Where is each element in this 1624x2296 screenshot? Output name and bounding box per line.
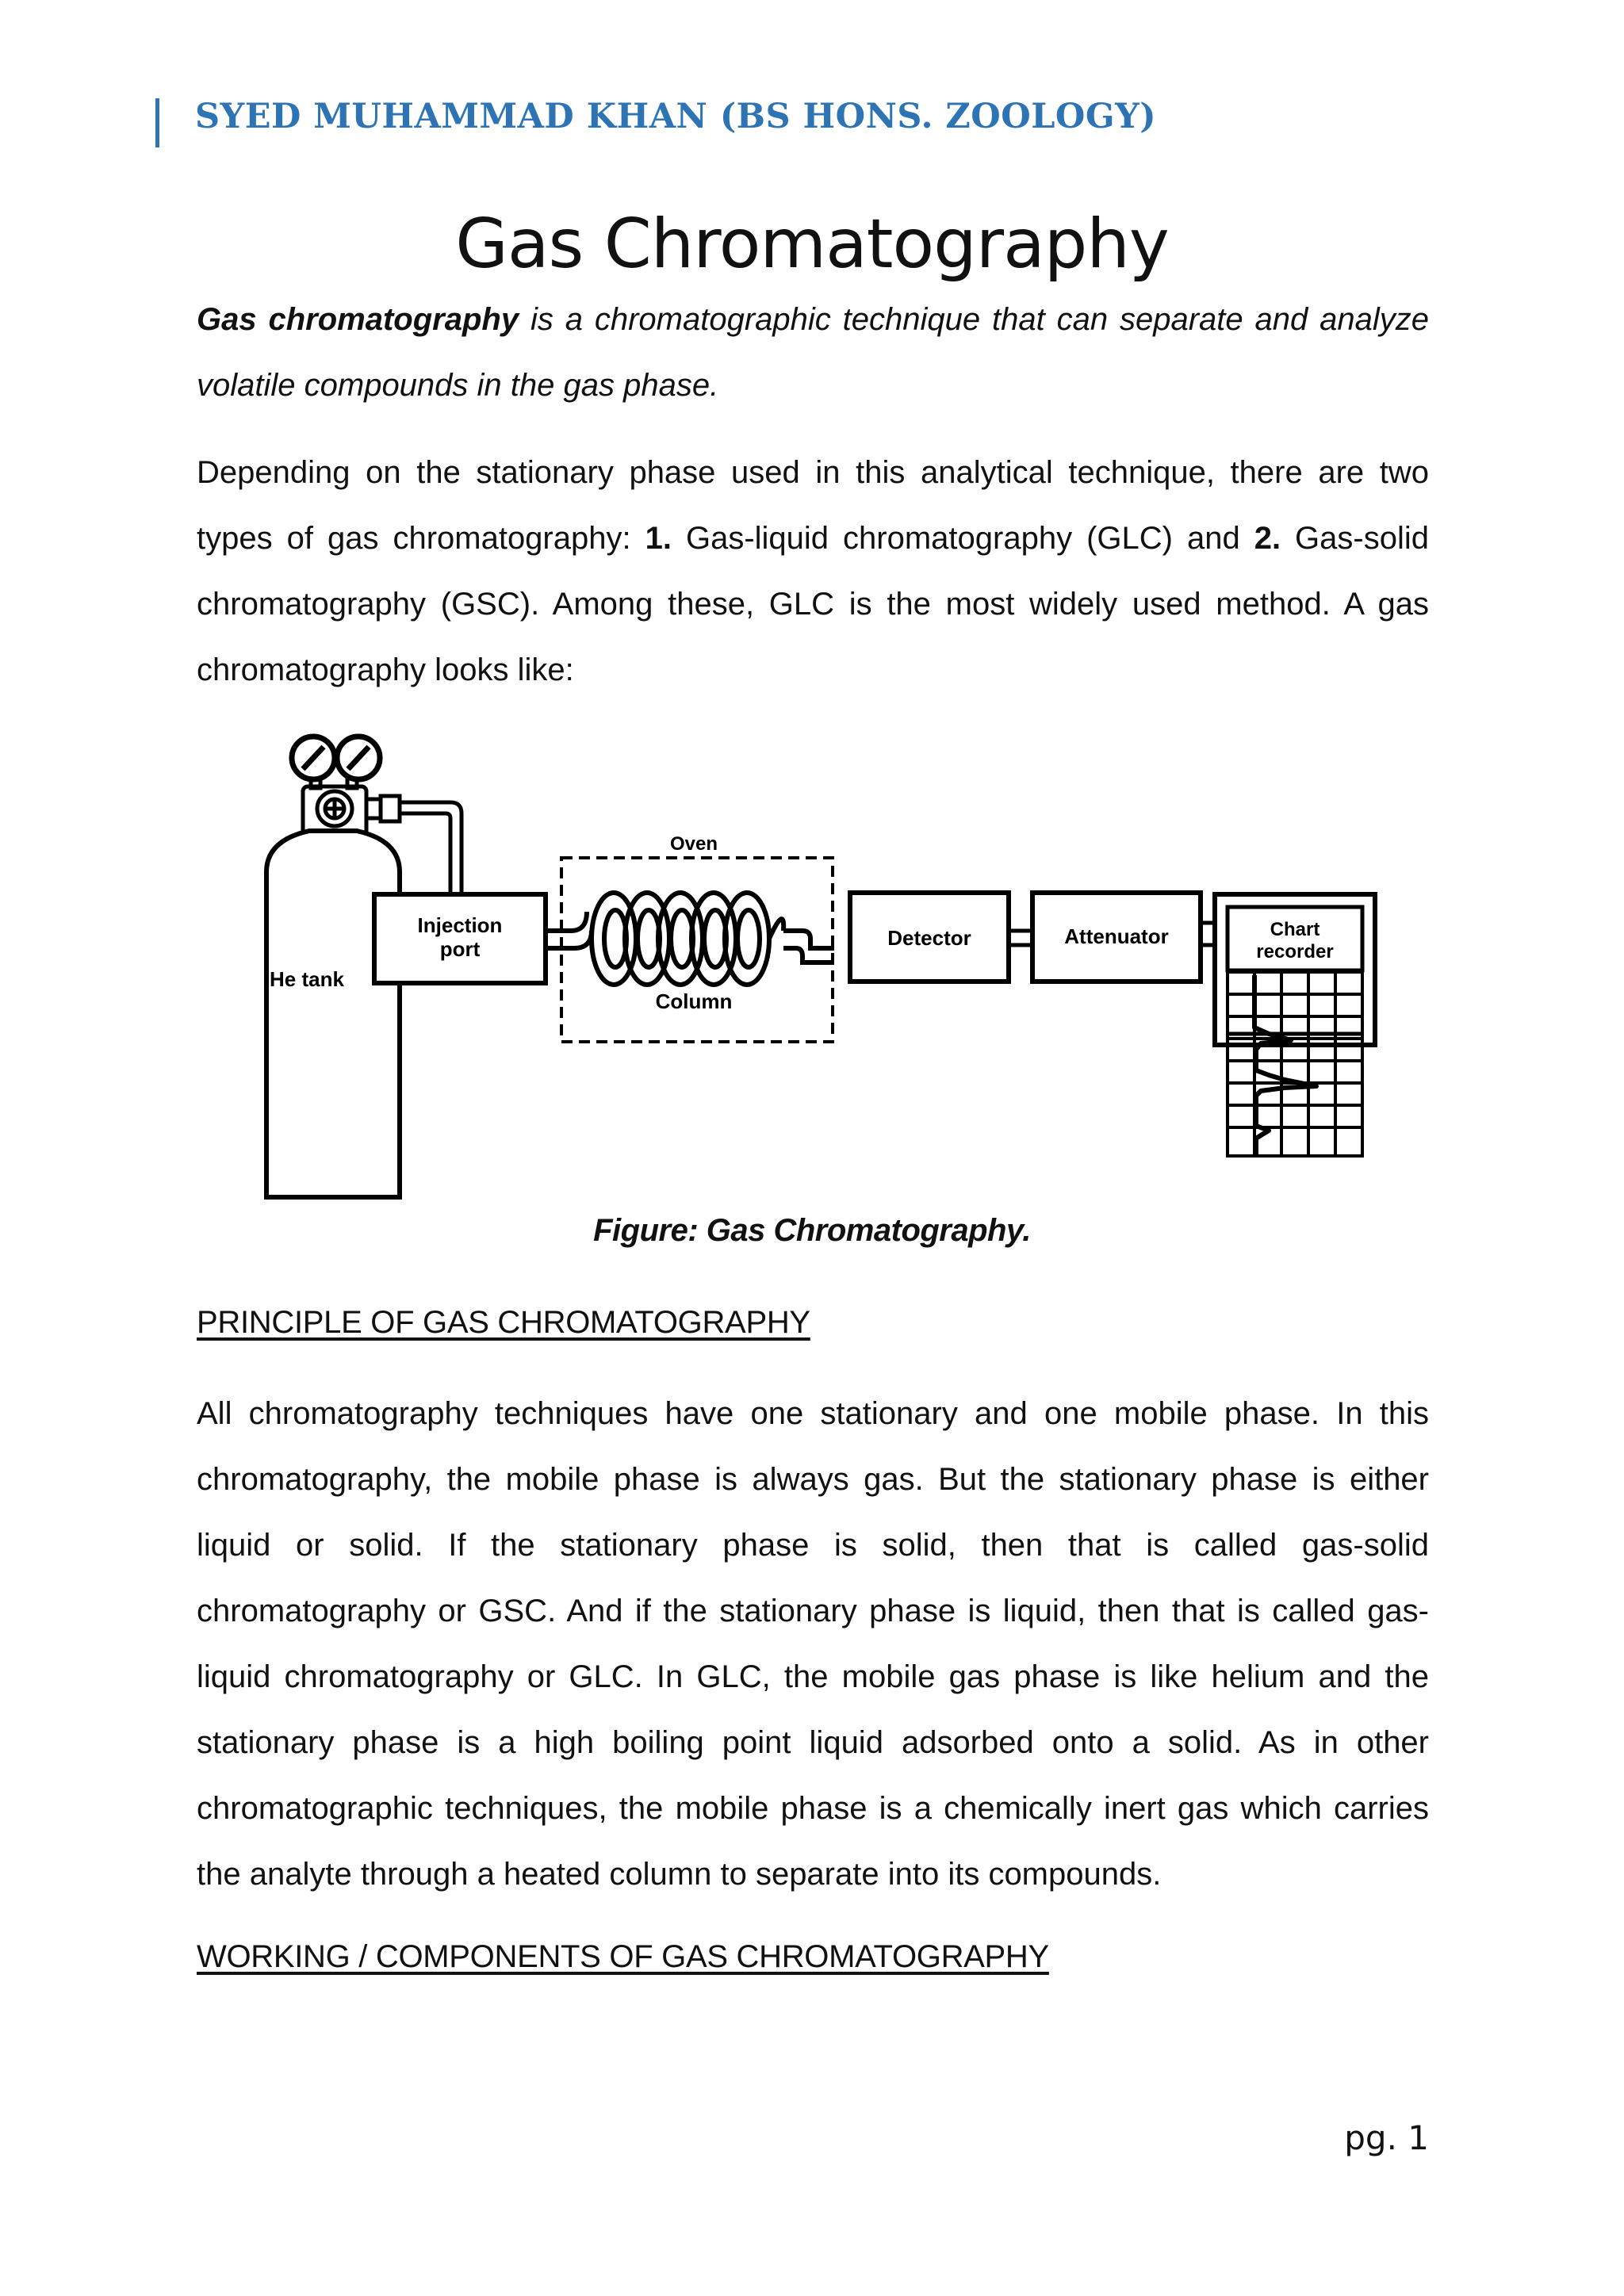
detector-label: Detector [887,926,971,950]
para1-line-4: chromatography looks like: [197,652,574,687]
principle-line-7: chromatographic techniques, the mobile phase is a chemically inert gas which carries [197,1791,1429,1826]
connector-detector-attenuator [1009,931,1032,945]
principle-line-1: All chromatography techniques have one stationary and one mobile phase. In this [197,1396,1429,1431]
principle-line-4: chromatography or GSC. And if the stationary phase is liquid, then that is called gas- [197,1594,1429,1628]
page-title: Gas Chromatography [455,205,1169,284]
detector [850,893,1009,982]
attenuator-label: Attenuator [1064,924,1169,948]
types-paragraph [197,440,1429,703]
intro-line-1 [197,287,1429,353]
principle-line-3: liquid or solid. If the stationary phase is solid, then that is called gas-solid [197,1528,1429,1563]
para1-line-2 [197,506,1429,572]
principle-paragraph [197,1381,1429,1908]
attenuator [1032,893,1201,982]
column-coil [546,893,834,985]
injection-port [374,894,546,983]
para1-number-1: 1. [645,521,672,556]
gas-supply-line [400,802,462,894]
chart-recorder [1215,894,1375,1045]
para1-line-2-c: Gas-solid [1281,521,1430,556]
para1-line-2-b: Gas-liquid chromatography (GLC) and [671,521,1254,556]
para1-line-2-a: types of gas chromatography: [197,521,645,556]
he-tank [266,831,400,1197]
section-heading-working: WORKING / COMPONENTS OF GAS CHROMATOGRAPHY [197,1939,1049,1974]
injection-port-label-1: Injection [417,913,503,937]
pressure-gauge-right [337,737,380,779]
intro-term: Gas chromatography [197,302,519,337]
intro-paragraph [197,287,1429,419]
page-number: pg. 1 [1344,2118,1429,2157]
column-label: Column [655,989,733,1013]
para1-line-1: Depending on the stationary phase used in this analytical technique, there are two [197,455,1429,490]
principle-line-5: liquid chromatography or GLC. In GLC, the mobile gas phase is like helium and the [197,1659,1429,1694]
chart-recorder-label-1: Chart [1270,919,1320,940]
principle-line-8: the analyte through a heated column to separate into its compounds. [197,1857,1162,1892]
section-heading-principle: PRINCIPLE OF GAS CHROMATOGRAPHY [197,1305,810,1340]
para1-number-2: 2. [1254,521,1281,556]
oven-label: Oven [669,833,718,855]
intro-line-1-text: is a chromatographic technique that can separate and analyze [519,302,1429,337]
gas-chromatograph-diagram [238,714,1411,1205]
he-tank-label: He tank [270,967,344,991]
chart-recorder-label-2: recorder [1256,941,1334,962]
principle-line-2: chromatography, the mobile phase is always gas. But the stationary phase is either [197,1462,1429,1497]
para1-line-3: chromatography (GSC). Among these, GLC is the most widely used method. A gas [197,587,1429,622]
intro-line-2: volatile compounds in the gas phase. [197,368,719,403]
header-author: SYED MUHAMMAD KHAN (BS HONS. ZOOLOGY) [195,97,1157,136]
pressure-gauge-left [292,737,335,779]
injection-port-label-2: port [439,937,481,961]
header-accent-bar [155,98,159,147]
principle-line-6: stationary phase is a high boiling point liquid adsorbed onto a solid. As in other [197,1725,1429,1760]
figure-caption: Figure: Gas Chromatography. [593,1213,1031,1248]
